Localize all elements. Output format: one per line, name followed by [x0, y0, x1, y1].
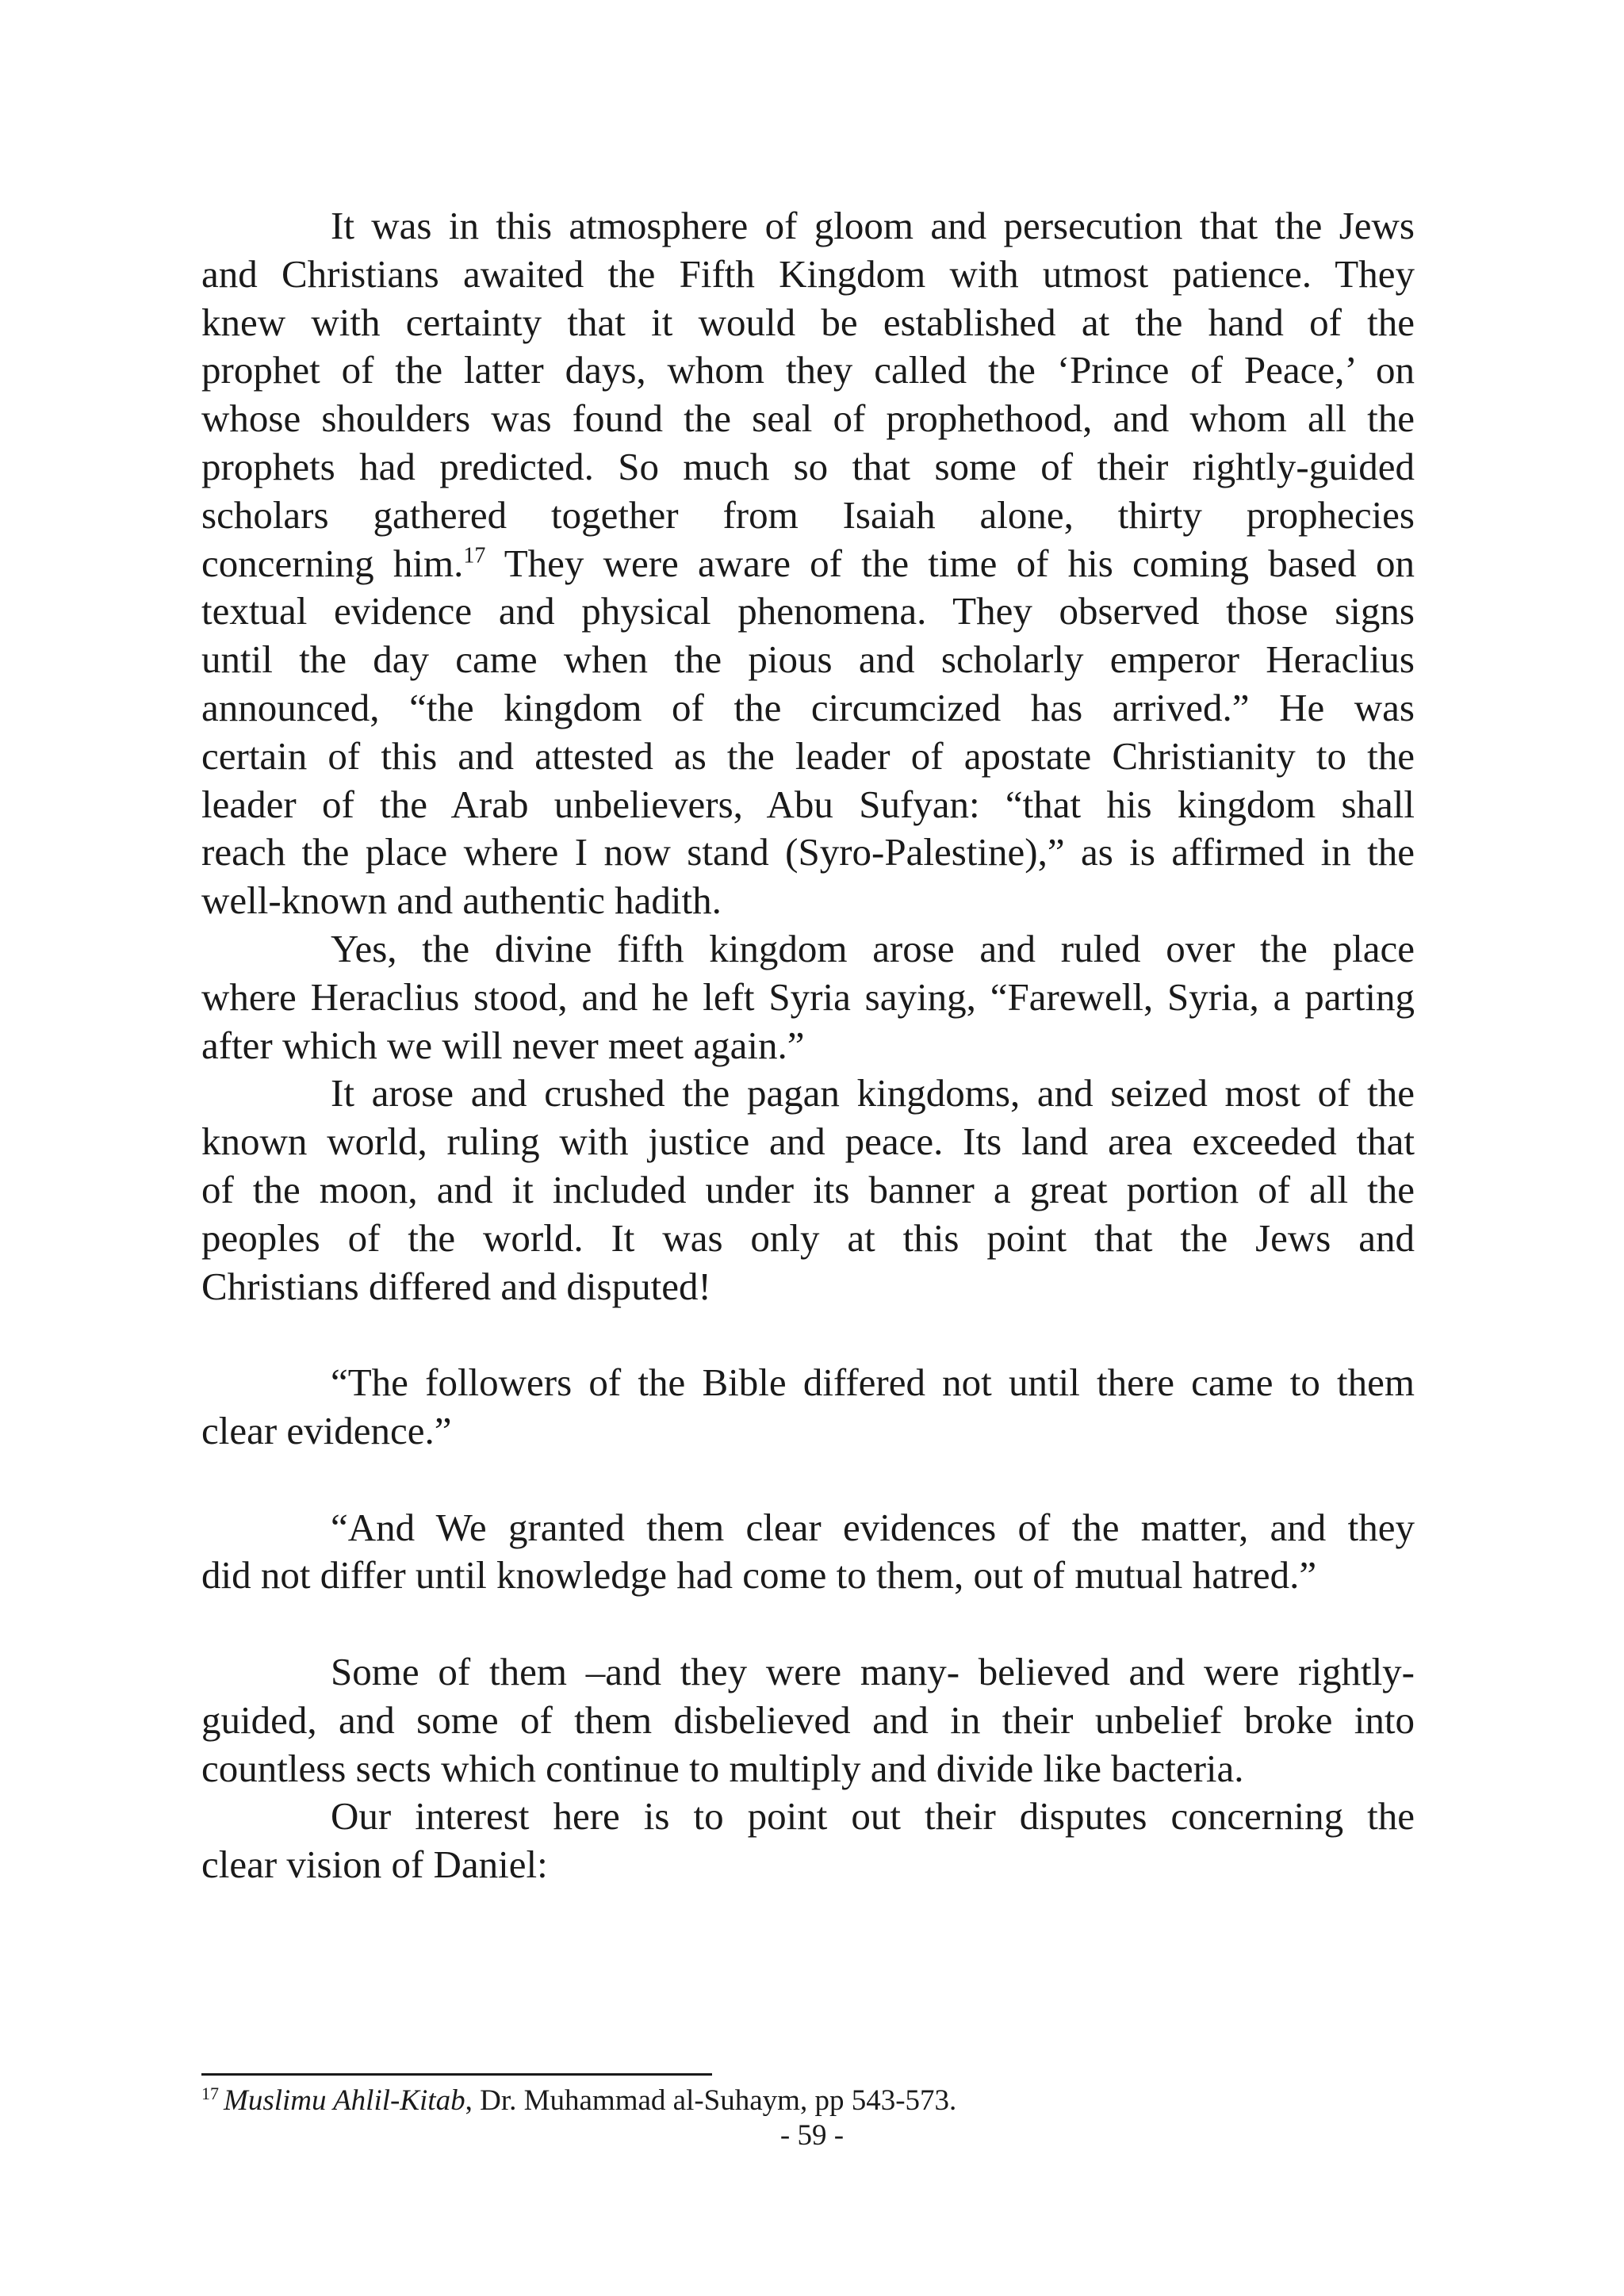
paragraph-spacer: [201, 1311, 1415, 1359]
text-line: It arose and crushed the pagan kingdoms, and seized most of the: [331, 1071, 1415, 1115]
quotation-2: [201, 1504, 1415, 1601]
text-line: scholars gathered together from Isaiah alone, thirty prophecies: [201, 492, 1415, 537]
footnote-citation: , Dr. Muhammad al-Suhaym, pp 543-573.: [465, 2084, 957, 2117]
text-line: until the day came when the pious and scholarly emperor Heraclius: [201, 637, 1415, 682]
body-text: [201, 202, 1415, 1889]
text-line: whose shoulders was found the seal of prophethood, and whom all the: [201, 396, 1415, 441]
text-line: clear vision of Daniel:: [201, 1843, 548, 1887]
text-line: It was in this atmosphere of gloom and persecution that the Jews: [331, 204, 1415, 247]
text-line: did not differ until knowledge had come to them, out of mutual hatred.”: [201, 1553, 1317, 1598]
text-after-ref: They were aware of the time of his coming based on: [485, 541, 1415, 585]
text-line: leader of the Arab unbelievers, Abu Sufyan: “that his kingdom shall: [201, 782, 1415, 826]
text-line: of the moon, and it included under its banner a great portion of all the: [201, 1167, 1415, 1211]
paragraph-1: [201, 202, 1415, 925]
page-number: - 59 -: [779, 2119, 845, 2152]
text-line: announced, “the kingdom of the circumcized has arrived.” He was: [201, 685, 1415, 729]
paragraph-5: [201, 1793, 1415, 1889]
quotation-1: [201, 1359, 1415, 1456]
footnote: [201, 2084, 1415, 2118]
text-line: Christians differed and disputed!: [201, 1264, 711, 1308]
paragraph-4: [201, 1648, 1415, 1793]
text-line: Yes, the divine fifth kingdom arose and ruled over the place: [331, 926, 1415, 970]
paragraph-spacer: [201, 1456, 1415, 1504]
text-before-ref: concerning him.: [201, 541, 464, 585]
text-line: where Heraclius stood, and he left Syria saying, “Farewell, Syria, a parting: [201, 974, 1415, 1019]
text-line: clear evidence.”: [201, 1408, 452, 1452]
text-line: textual evidence and physical phenomena. They observed those signs: [201, 589, 1415, 633]
text-line: prophets had predicted. So much so that some of their rightly-guided: [201, 444, 1415, 488]
text-line: Our interest here is to point out their disputes concerning the: [331, 1794, 1415, 1839]
text-line: after which we will never meet again.”: [201, 1023, 805, 1067]
paragraph-3: [201, 1070, 1415, 1311]
text-line: peoples of the world. It was only at this point that the Jews and: [201, 1215, 1415, 1260]
text-line: known world, ruling with justice and peace. Its land area exceeded that: [201, 1119, 1415, 1164]
text-line: and Christians awaited the Fifth Kingdom with utmost patience. They: [201, 251, 1415, 296]
footnote-divider: [201, 2073, 712, 2076]
text-line: certain of this and attested as the leader of apostate Christianity to the: [201, 733, 1415, 778]
text-line-with-footnote-ref: [201, 540, 1415, 588]
footnote-reference[interactable]: 17: [463, 543, 486, 568]
footnote-mark: 17: [201, 2083, 219, 2103]
text-line: countless sects which continue to multiply and divide like bacteria.: [201, 1746, 1244, 1790]
paragraph-spacer: [201, 1600, 1415, 1648]
text-line: prophet of the latter days, whom they called the ‘Prince of Peace,’ on: [201, 348, 1415, 392]
text-line: “The followers of the Bible differed not until there came to them: [331, 1360, 1415, 1405]
text-line: guided, and some of them disbelieved and in their unbelief broke into: [201, 1697, 1415, 1742]
text-line: Some of them –and they were many- believed and were rightly-: [331, 1649, 1415, 1693]
footnote-source-title: Muslimu Ahlil-Kitab: [224, 2084, 465, 2117]
text-line: knew with certainty that it would be established at the hand of the: [201, 300, 1415, 344]
text-line: “And We granted them clear evidences of the matter, and they: [331, 1505, 1415, 1549]
text-line: reach the place where I now stand (Syro-Palestine),” as is affirmed in the: [201, 830, 1415, 874]
text-line: well-known and authentic hadith.: [201, 878, 722, 923]
paragraph-2: [201, 925, 1415, 1070]
